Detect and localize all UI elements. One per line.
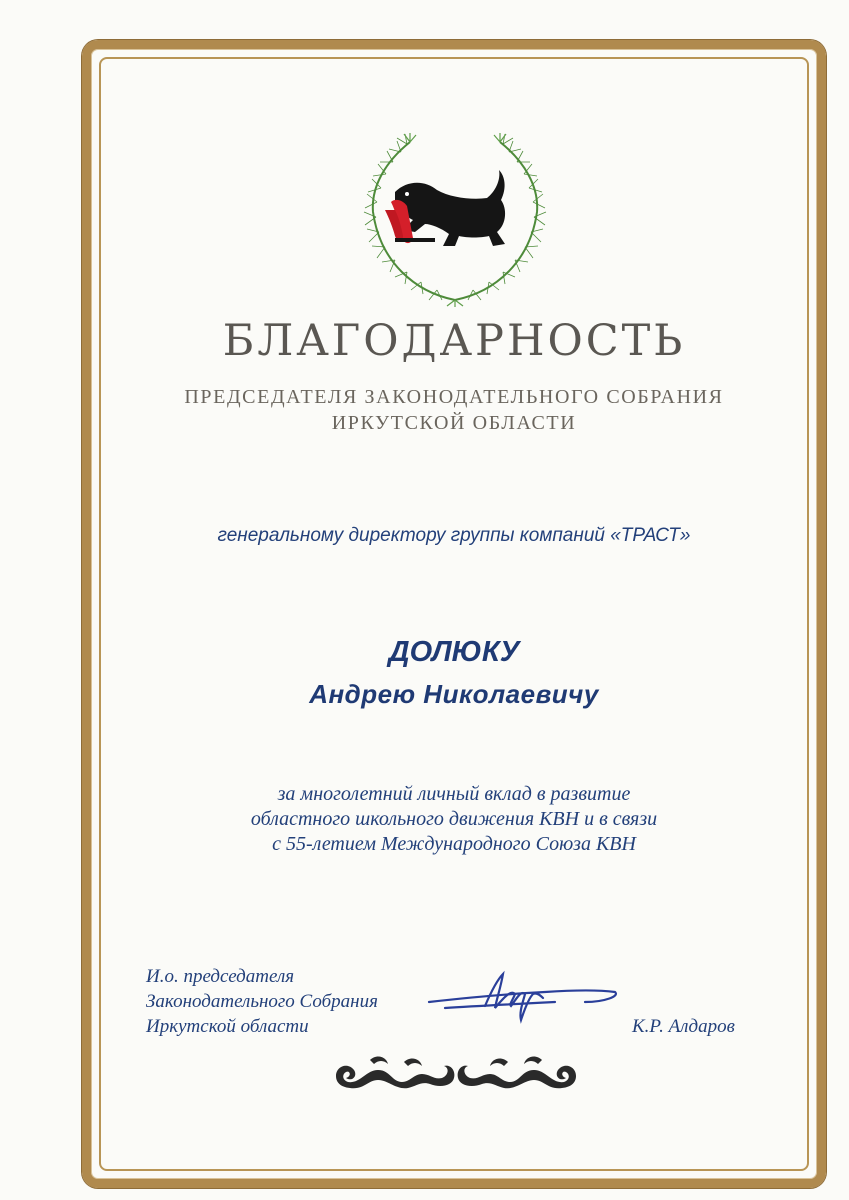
signer-name: К.Р. Алдаров bbox=[632, 1016, 735, 1037]
signer-role-line-2: Законодательного Собрания bbox=[146, 991, 378, 1012]
scroll-ornament-icon bbox=[330, 1050, 460, 1092]
irkutsk-babr-emblem-icon bbox=[355, 132, 555, 307]
subtitle-line-2: ИРКУТСКОЙ ОБЛАСТИ bbox=[331, 412, 577, 434]
recipient-role: генеральному директору группы компаний «ТРАСТ» bbox=[217, 525, 691, 546]
document-title: БЛАГОДАРНОСТЬ bbox=[222, 316, 686, 366]
recipient-name: Андрею Николаевичу bbox=[309, 679, 599, 709]
reason-line-2: областного школьного движения КВН и в связи bbox=[250, 808, 658, 830]
handwritten-signature-icon bbox=[425, 968, 625, 1038]
recipient-surname: ДОЛЮКУ bbox=[388, 636, 520, 668]
signer-role-line-1: И.о. председателя bbox=[146, 966, 295, 987]
subtitle-line-1: ПРЕДСЕДАТЕЛЯ ЗАКОНОДАТЕЛЬНОГО СОБРАНИЯ bbox=[184, 386, 724, 408]
reason-line-3: с 55-летием Международного Союза КВН bbox=[272, 833, 636, 855]
scroll-ornament-icon bbox=[452, 1050, 582, 1092]
reason-line-1: за многолетний личный вклад в развитие bbox=[277, 783, 631, 805]
signer-role-line-3: Иркутской области bbox=[146, 1016, 309, 1037]
